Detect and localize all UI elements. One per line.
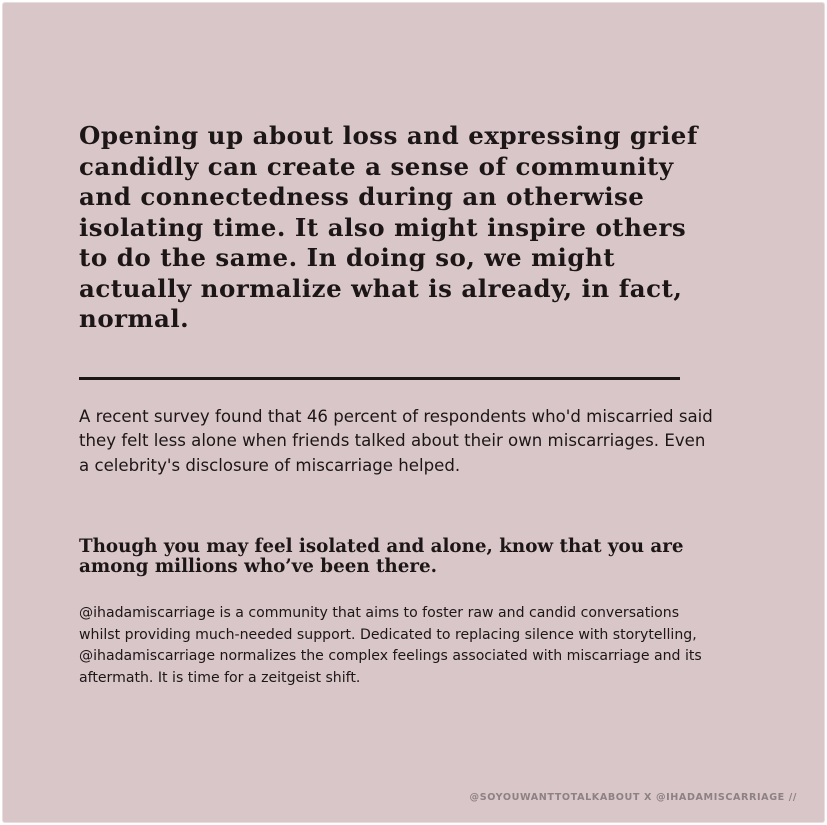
credit-footer: @SOYOUWANTTOTALKABOUT X @IHADAMISCARRIAGE //: [469, 792, 797, 803]
divider-line: [79, 377, 680, 380]
about-paragraph: @ihadamiscarriage is a community that aims to foster raw and candid conversations whilst providing much-needed support. Dedicated to replacing silence with storytelling, @ihadamiscarriage normalizes the complex feelings associated with miscarriage and its aftermath. It is time for a zeitgeist shift.: [79, 605, 702, 686]
survey-paragraph: [79, 405, 719, 478]
headline-text: Opening up about loss and expressing grief candidly can create a sense of community and connectedness during an otherwise isolating time. It also might inspire others to do the same. In doing so, we might actually normalize what is already, in fact, normal.: [79, 121, 698, 333]
survey-text-start: A recent survey found that: [79, 407, 307, 426]
survey-statistic: 46 percent: [306, 407, 397, 426]
survey-text-end: of respondents who'd miscarried said they felt less alone when friends talked about their own miscarriages. Even a celebrity's disclosure of miscarriage helped.: [79, 407, 713, 475]
subhead-text: Though you may feel isolated and alone, know that you are among millions who’ve been there.: [79, 536, 684, 577]
post-card: [3, 3, 824, 822]
